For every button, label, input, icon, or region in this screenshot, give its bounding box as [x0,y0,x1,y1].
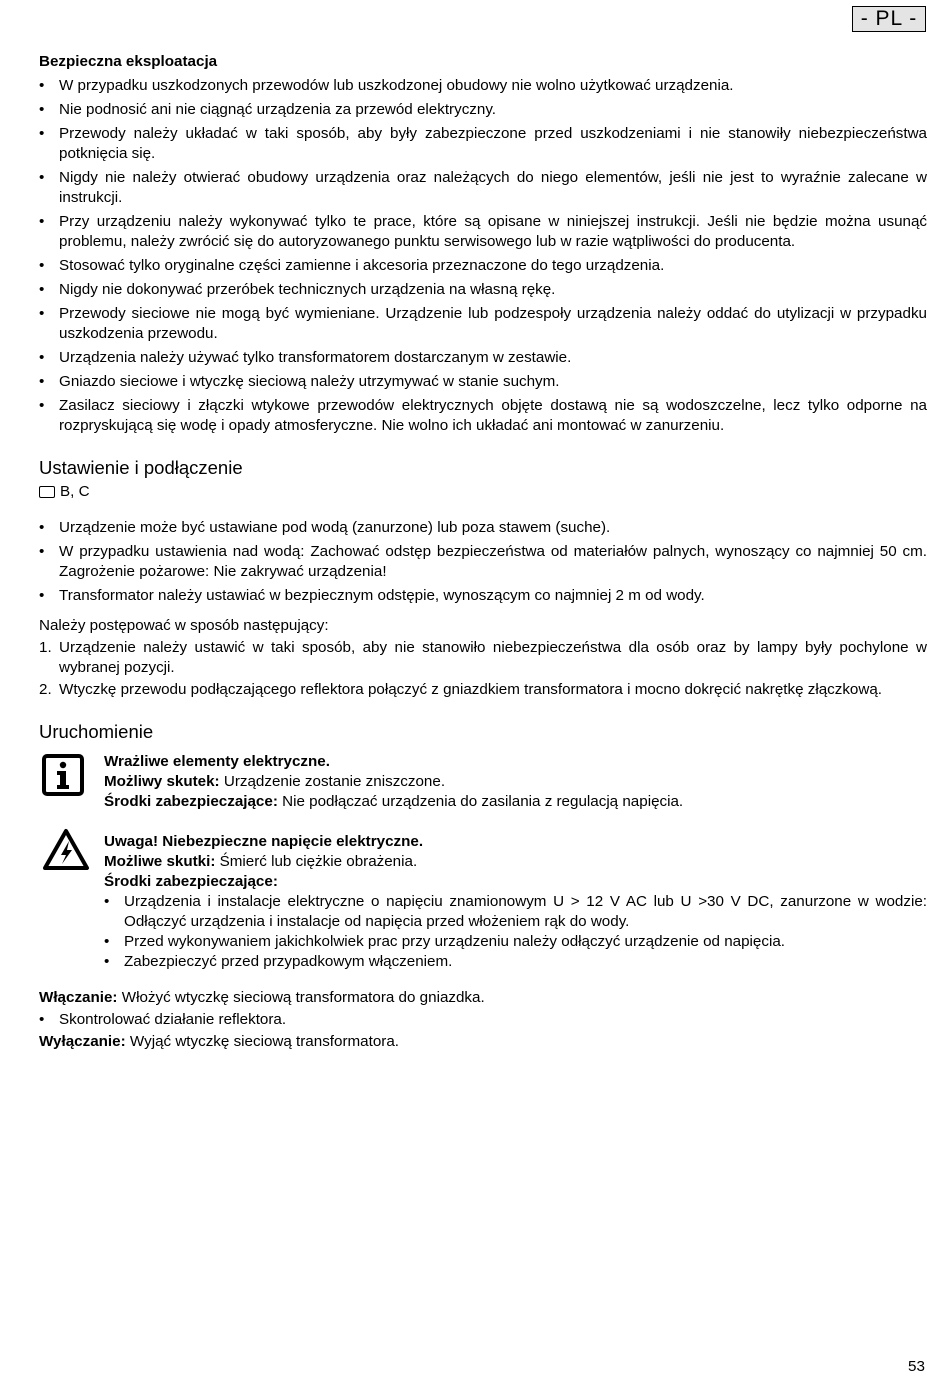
notice-measures-list [104,892,927,972]
notice-sensitive-electronics [39,752,927,812]
list-item: • Skontrolować działanie reflektora. [39,1010,927,1030]
list-item: • Gniazdo sieciowe i wtyczkę sieciową należy utrzymywać w stanie suchym. [39,372,927,392]
step-item: 1. Urządzenie należy ustawić w taki sposób, aby nie stanowiło niebezpieczeństwa dla osób oraz by lampy były pochylone w wybranej pozycji. [39,639,927,676]
list-item: • Urządzenia należy używać tylko transformatorem dostarczanym w zestawie. [39,348,927,368]
notice-measures: Środki zabezpieczające: Nie podłączać urządzenia do zasilania z regulacją napięcia. [104,793,684,810]
list-item: • Zasilacz sieciowy i złączki wtykowe przewodów elektrycznych objęte dostawą nie są wodoszczelne, lecz tylko odporne na rozpryskującą się wodę i opady atmosferyczne. Nie wolno ich układać ani montować w zanurzeniu. [39,396,927,436]
page-number: 53 [908,1358,925,1375]
info-icon [42,754,84,802]
notice-consequence: Możliwy skutek: Urządzenie zostanie zniszczone. [104,773,446,790]
setup-list [39,518,927,606]
notice-title: Uwaga! Niebezpieczne napięcie elektryczne. [104,833,424,850]
figure-reference [39,482,927,502]
notice-title: Wrażliwe elementy elektryczne. [104,753,330,770]
check-list [39,1010,927,1030]
step-item: 2. Wtyczkę przewodu podłączającego reflektora połączyć z gniazdkiem transformatora i mocno dokręcić nakrętkę złączkową. [39,681,883,698]
list-item: • Urządzenia i instalacje elektryczne o napięciu znamionowym U > 12 V AC lub U >30 V DC, zanurzone w wodzie: Odłączyć urządzenia i instalacje od napięcia przed włożeniem rąk do wody. [104,892,927,932]
list-item: • Transformator należy ustawiać w bezpiecznym odstępie, wynoszącym co najmniej 2 m od wody. [39,586,927,606]
list-item: • W przypadku ustawienia nad wodą: Zachować odstęp bezpieczeństwa od materiałów palnych, wynoszący co najmniej 50 cm. Zagrożenie pożarowe: Nie zakrywać urządzenia! [39,542,927,582]
setup-heading: Ustawienie i podłączenie [39,457,243,478]
page-content [39,52,927,1052]
list-item: • Przy urządzeniu należy wykonywać tylko te prace, które są opisane w niniejszej instrukcji. Jeśli nie będzie można usunąć problemu, należy zwrócić się do autoryzowanego punktu serwisowego lub w razie wątpliwości do producenta. [39,212,927,252]
list-item: • Urządzenie może być ustawiane pod wodą (zanurzone) lub poza stawem (suche). [39,518,927,538]
startup-heading: Uruchomienie [39,721,154,742]
switch-on-instruction: Włączanie: Włożyć wtyczkę sieciową transformatora do gniazdka. [39,989,485,1006]
list-item: • Zabezpieczyć przed przypadkowym włączeniem. [104,952,927,972]
list-item: • Przewody należy układać w taki sposób, aby były zabezpieczone przed uszkodzeniami i nie stanowiły niebezpieczeństwa potknięcia się. [39,124,927,164]
list-item: • Nigdy nie należy otwierać obudowy urządzenia oraz należących do niego elementów, jeśli nie jest to wyraźnie zalecane w instrukcji. [39,168,927,208]
list-item: • Nigdy nie dokonywać przeróbek technicznych urządzenia na własną rękę. [39,280,927,300]
list-item: • W przypadku uszkodzonych przewodów lub uszkodzonej obudowy nie wolno użytkować urządzenia. [39,76,927,96]
switch-off-instruction: Wyłączanie: Wyjąć wtyczkę sieciową transformatora. [39,1033,400,1050]
list-item: • Nie podnosić ani nie ciągnąć urządzenia za przewód elektryczny. [39,100,927,120]
safe-operation-list [39,76,927,436]
procedure-intro: Należy postępować w sposób następujący: [39,617,329,634]
figure-reference-label: B, C [60,483,90,500]
book-icon [39,486,55,498]
safe-operation-heading: Bezpieczna eksploatacja [39,53,218,70]
list-item: • Stosować tylko oryginalne części zamienne i akcesoria przeznaczone do tego urządzenia. [39,256,927,276]
list-item: • Przewody sieciowe nie mogą być wymieniane. Urządzenie lub podzespoły urządzenia należy oddać do utylizacji w przypadku uszkodzenia przewodu. [39,304,927,344]
high-voltage-warning-icon [42,828,90,878]
notice-consequence: Możliwe skutki: Śmierć lub ciężkie obrażenia. [104,853,418,870]
procedure-steps [39,638,927,700]
list-item: • Przed wykonywaniem jakichkolwiek prac przy urządzeniu należy odłączyć urządzenie od napięcia. [104,932,927,952]
notice-dangerous-voltage [39,832,927,972]
notice-measures-label: Środki zabezpieczające: [104,873,278,890]
language-badge: - PL - [852,6,926,32]
